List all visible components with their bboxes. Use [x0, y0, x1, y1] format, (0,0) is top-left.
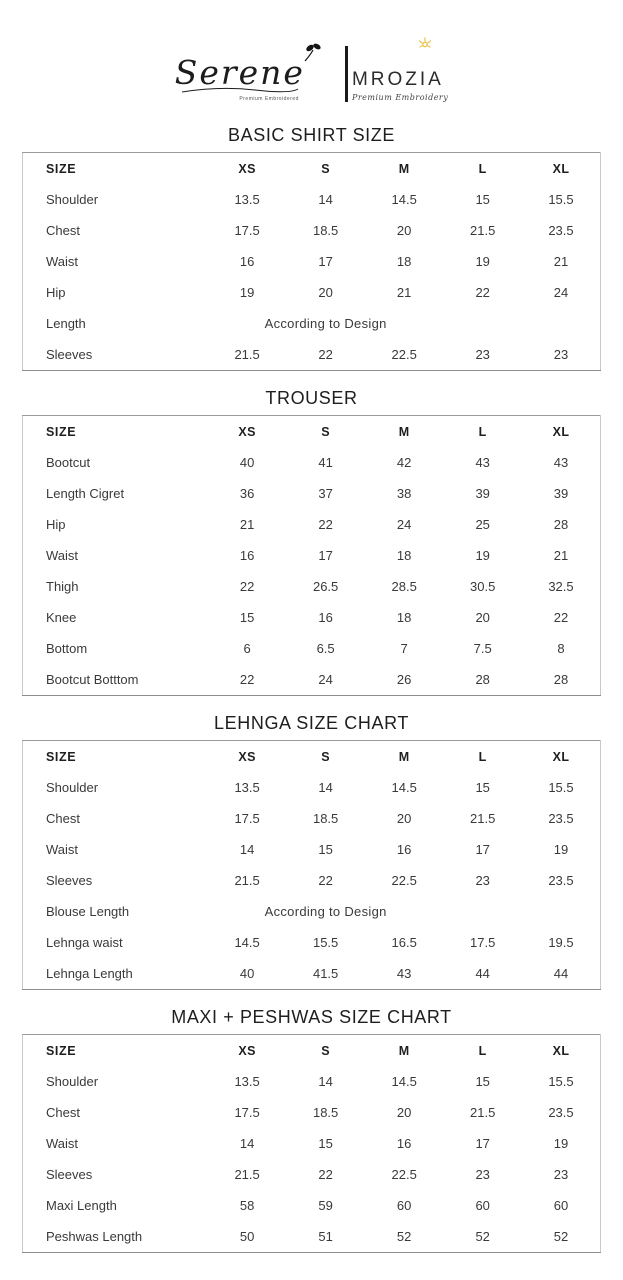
- column-header: M: [398, 424, 410, 439]
- table-row: [23, 927, 601, 958]
- imrozia-letter-i: [345, 46, 348, 102]
- row-label: Length Cigret: [46, 486, 125, 501]
- row-label: Waist: [46, 1136, 79, 1151]
- row-label: Chest: [46, 1105, 80, 1120]
- table-row: [23, 772, 601, 803]
- size-value: 20: [396, 811, 412, 826]
- row-label: Bootcut: [46, 455, 91, 470]
- size-value: 18: [396, 610, 412, 625]
- column-header: SIZE: [46, 424, 77, 439]
- size-value: 17: [318, 254, 333, 269]
- size-value: 15: [475, 192, 490, 207]
- brand-header: [22, 0, 601, 102]
- column-header: SIZE: [46, 161, 77, 176]
- size-value: 17.5: [470, 935, 496, 950]
- column-header: S: [321, 161, 330, 176]
- size-value: 16: [239, 254, 255, 269]
- table-row: [23, 215, 601, 246]
- size-value: 21: [553, 254, 569, 269]
- size-value: 19: [475, 548, 490, 563]
- size-value: 20: [475, 610, 490, 625]
- size-value: 30.5: [470, 579, 496, 594]
- table-row: [23, 447, 601, 478]
- row-label: Peshwas Length: [46, 1229, 143, 1244]
- size-value: 28: [553, 517, 569, 532]
- header-row: [23, 153, 601, 185]
- table-row: [23, 1221, 601, 1253]
- size-value: 24: [553, 285, 569, 300]
- table-row: [23, 277, 601, 308]
- column-header: S: [321, 424, 330, 439]
- size-table: [22, 1034, 601, 1253]
- size-value: 28: [553, 672, 569, 687]
- size-value: 23.5: [548, 873, 574, 888]
- size-value: 17.5: [234, 811, 260, 826]
- leaf-icon: [301, 42, 323, 67]
- size-value: 15.5: [312, 935, 339, 950]
- size-value: 40: [239, 455, 255, 470]
- size-value: 13.5: [234, 192, 260, 207]
- size-value: 37: [318, 486, 333, 501]
- size-value: 15: [475, 1074, 490, 1089]
- table-row: [23, 664, 601, 696]
- table-row: [23, 1159, 601, 1190]
- size-value: 18.5: [312, 223, 339, 238]
- column-header: XS: [238, 749, 256, 764]
- table-row: [23, 184, 601, 215]
- size-value: 14: [239, 842, 255, 857]
- according-to-design-cell: According to Design: [264, 316, 387, 331]
- column-header: S: [321, 749, 330, 764]
- size-value: 14: [318, 1074, 333, 1089]
- size-value: 24: [396, 517, 412, 532]
- empty-cell: [443, 308, 522, 339]
- serene-wordmark: Serene: [174, 53, 305, 92]
- table-row: [23, 509, 601, 540]
- size-value: 15.5: [548, 780, 574, 795]
- row-label: Bottom: [46, 641, 88, 656]
- size-value: 22.5: [391, 873, 417, 888]
- table-title: LEHNGA SIZE CHART: [214, 713, 409, 733]
- empty-cell: [522, 896, 601, 927]
- size-value: 44: [553, 966, 569, 981]
- size-value: 19: [475, 254, 490, 269]
- size-value: 17.5: [234, 1105, 260, 1120]
- empty-cell: [522, 308, 601, 339]
- table-row: [23, 896, 601, 927]
- row-label: Shoulder: [46, 1074, 99, 1089]
- row-label: Sleeves: [46, 1167, 93, 1182]
- table-row: [23, 571, 601, 602]
- size-value: 16: [318, 610, 333, 625]
- column-header: M: [398, 1043, 410, 1058]
- header-row: [23, 741, 601, 773]
- column-header: XL: [552, 749, 570, 764]
- section-basic-shirt-size: [22, 124, 601, 371]
- column-header: L: [478, 749, 487, 764]
- column-header: XS: [238, 1043, 256, 1058]
- size-value: 23: [475, 873, 490, 888]
- row-label: Lehnga Length: [46, 966, 133, 981]
- size-value: 15.5: [548, 1074, 574, 1089]
- column-header: SIZE: [46, 749, 77, 764]
- table-row: [23, 540, 601, 571]
- size-value: 16: [239, 548, 255, 563]
- section-lehnga: [22, 712, 601, 990]
- table-row: [23, 1097, 601, 1128]
- table-row: [23, 339, 601, 371]
- column-header: XL: [552, 1043, 570, 1058]
- table-row: [23, 633, 601, 664]
- row-label: Sleeves: [46, 873, 93, 888]
- basic-shirt-size-table: [22, 152, 601, 371]
- table-row: [23, 246, 601, 277]
- size-value: 13.5: [234, 1074, 260, 1089]
- table-title: MAXI + PESHWAS SIZE CHART: [171, 1007, 452, 1027]
- size-value: 40: [239, 966, 255, 981]
- header-row: [23, 1035, 601, 1067]
- row-label: Sleeves: [46, 347, 93, 362]
- size-value: 21: [396, 285, 412, 300]
- size-value: 22: [318, 347, 333, 362]
- column-header: XS: [238, 161, 256, 176]
- row-label: Shoulder: [46, 192, 99, 207]
- size-value: 19: [239, 285, 255, 300]
- row-label: Waist: [46, 548, 79, 563]
- size-value: 32.5: [548, 579, 574, 594]
- size-value: 15: [318, 842, 333, 857]
- size-value: 28: [475, 672, 490, 687]
- size-value: 38: [396, 486, 412, 501]
- column-header: XS: [238, 424, 256, 439]
- row-label: Chest: [46, 223, 80, 238]
- column-header: XL: [552, 424, 570, 439]
- column-header: S: [321, 1043, 330, 1058]
- row-label: Length: [46, 316, 86, 331]
- size-value: 23.5: [548, 811, 574, 826]
- size-value: 22: [239, 579, 255, 594]
- size-value: 8: [557, 641, 565, 656]
- size-value: 19: [553, 842, 569, 857]
- table-row: [23, 478, 601, 509]
- size-value: 17.5: [234, 223, 260, 238]
- size-value: 20: [318, 285, 333, 300]
- size-value: 59: [318, 1198, 333, 1213]
- column-header: L: [478, 424, 487, 439]
- size-value: 60: [553, 1198, 569, 1213]
- table-title: BASIC SHIRT SIZE: [228, 125, 395, 145]
- size-value: 51: [318, 1229, 333, 1244]
- size-value: 28.5: [391, 579, 417, 594]
- size-value: 18.5: [312, 811, 339, 826]
- table-row: [23, 803, 601, 834]
- size-value: 18: [396, 254, 412, 269]
- size-value: 52: [475, 1229, 490, 1244]
- size-value: 39: [475, 486, 490, 501]
- size-value: 50: [239, 1229, 255, 1244]
- size-value: 23.5: [548, 223, 574, 238]
- row-label: Knee: [46, 610, 77, 625]
- size-table: [22, 415, 601, 696]
- size-value: 6.5: [316, 641, 335, 656]
- size-value: 15: [475, 780, 490, 795]
- size-value: 19: [553, 1136, 569, 1151]
- size-value: 26: [396, 672, 412, 687]
- size-value: 21.5: [234, 347, 260, 362]
- size-value: 18.5: [312, 1105, 339, 1120]
- row-label: Hip: [46, 285, 66, 300]
- size-value: 43: [553, 455, 569, 470]
- row-label: Hip: [46, 517, 66, 532]
- maxi-peshwas-size-table: [22, 1034, 601, 1253]
- size-value: 16: [396, 842, 412, 857]
- size-value: 6: [243, 641, 251, 656]
- size-value: 22: [318, 1167, 333, 1182]
- size-value: 19.5: [548, 935, 574, 950]
- table-row: [23, 1066, 601, 1097]
- size-value: 14: [318, 192, 333, 207]
- serene-logo: [174, 53, 319, 102]
- table-row: [23, 602, 601, 633]
- size-value: 42: [396, 455, 412, 470]
- size-table: [22, 152, 601, 371]
- size-value: 43: [396, 966, 412, 981]
- empty-cell: [443, 896, 522, 927]
- sun-icon: [416, 36, 434, 57]
- section-maxi-peshwas: [22, 1006, 601, 1253]
- size-value: 15.5: [548, 192, 574, 207]
- table-title: TROUSER: [265, 388, 358, 408]
- imrozia-wordmark: MROZIA: [351, 69, 444, 90]
- size-value: 21.5: [234, 1167, 260, 1182]
- row-label: Waist: [46, 842, 79, 857]
- table-row: [23, 1128, 601, 1159]
- size-value: 14.5: [391, 192, 417, 207]
- size-value: 22: [318, 517, 333, 532]
- size-value: 21.5: [234, 873, 260, 888]
- size-value: 20: [396, 223, 412, 238]
- row-label: Bootcut Botttom: [46, 672, 139, 687]
- table-row: [23, 308, 601, 339]
- trouser-size-table: [22, 415, 601, 696]
- size-value: 23: [553, 347, 569, 362]
- size-value: 14: [239, 1136, 255, 1151]
- size-value: 14.5: [391, 1074, 417, 1089]
- size-value: 23: [475, 1167, 490, 1182]
- size-value: 26.5: [312, 579, 339, 594]
- row-label: Chest: [46, 811, 80, 826]
- imrozia-logo: [345, 46, 448, 102]
- size-value: 60: [475, 1198, 490, 1213]
- size-value: 15: [239, 610, 255, 625]
- column-header: SIZE: [46, 1043, 77, 1058]
- size-value: 39: [553, 486, 569, 501]
- size-table: [22, 740, 601, 990]
- serene-tagline: Premium Embroidered: [239, 96, 299, 102]
- size-value: 22: [553, 610, 569, 625]
- row-label: Maxi Length: [46, 1198, 117, 1213]
- size-value: 21.5: [470, 223, 496, 238]
- header-row: [23, 416, 601, 448]
- size-value: 43: [475, 455, 490, 470]
- size-value: 14.5: [234, 935, 260, 950]
- table-row: [23, 1190, 601, 1221]
- size-value: 20: [396, 1105, 412, 1120]
- row-label: Lehnga waist: [46, 935, 123, 950]
- according-to-design-cell: According to Design: [264, 904, 387, 919]
- row-label: Waist: [46, 254, 79, 269]
- size-value: 22.5: [391, 347, 417, 362]
- size-value: 21.5: [470, 811, 496, 826]
- column-header: XL: [552, 161, 570, 176]
- size-value: 14.5: [391, 780, 417, 795]
- row-label: Shoulder: [46, 780, 99, 795]
- table-row: [23, 865, 601, 896]
- size-value: 16.5: [391, 935, 417, 950]
- size-value: 21: [553, 548, 569, 563]
- table-row: [23, 958, 601, 990]
- column-header: L: [478, 1043, 487, 1058]
- size-value: 14: [318, 780, 333, 795]
- section-trouser: [22, 387, 601, 696]
- size-value: 18: [396, 548, 412, 563]
- size-value: 17: [475, 1136, 490, 1151]
- size-value: 21: [239, 517, 255, 532]
- size-value: 23: [553, 1167, 569, 1182]
- size-value: 52: [396, 1229, 412, 1244]
- size-value: 13.5: [234, 780, 260, 795]
- size-value: 24: [318, 672, 333, 687]
- size-value: 7: [400, 641, 408, 656]
- size-value: 41: [318, 455, 333, 470]
- imrozia-tagline: Premium Embroidery: [351, 93, 449, 102]
- size-value: 16: [396, 1136, 412, 1151]
- column-header: M: [398, 749, 410, 764]
- size-value: 22: [475, 285, 490, 300]
- size-value: 15: [318, 1136, 333, 1151]
- size-value: 22.5: [391, 1167, 417, 1182]
- size-value: 60: [396, 1198, 412, 1213]
- column-header: M: [398, 161, 410, 176]
- row-label: Blouse Length: [46, 904, 130, 919]
- lehnga-size-table: [22, 740, 601, 990]
- row-label: Thigh: [46, 579, 79, 594]
- size-value: 21.5: [470, 1105, 496, 1120]
- size-value: 7.5: [473, 641, 492, 656]
- size-value: 22: [239, 672, 255, 687]
- table-row: [23, 834, 601, 865]
- size-value: 23: [475, 347, 490, 362]
- size-value: 52: [553, 1229, 569, 1244]
- size-value: 41.5: [312, 966, 339, 981]
- size-value: 58: [239, 1198, 255, 1213]
- size-value: 36: [239, 486, 255, 501]
- size-value: 17: [475, 842, 490, 857]
- size-value: 23.5: [548, 1105, 574, 1120]
- size-value: 25: [475, 517, 490, 532]
- size-value: 17: [318, 548, 333, 563]
- size-value: 44: [475, 966, 490, 981]
- column-header: L: [478, 161, 487, 176]
- size-value: 22: [318, 873, 333, 888]
